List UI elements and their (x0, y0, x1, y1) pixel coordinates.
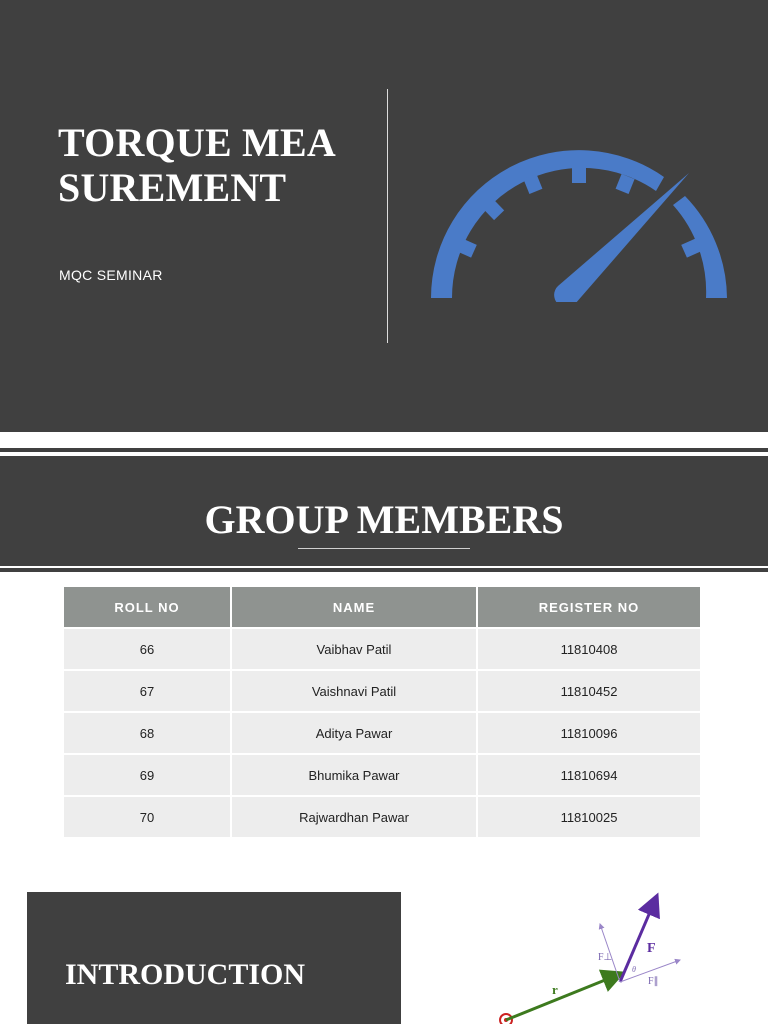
force-label: F (647, 941, 656, 956)
parallel-label: F∥ (648, 976, 659, 987)
roll-no-cell: 67 (64, 671, 230, 711)
table-row (64, 713, 700, 753)
title-panel (27, 892, 401, 1024)
section-title: GROUP MEMBERS (204, 497, 564, 542)
roll-no-cell: 69 (64, 755, 230, 795)
divider (387, 89, 388, 343)
column-header-roll-no: ROLL NO (64, 587, 230, 627)
register-no-cell: 11810025 (478, 797, 700, 837)
table-row (64, 671, 700, 711)
table-row (64, 797, 700, 837)
group-members-slide (0, 432, 768, 880)
register-no-cell: 11810694 (478, 755, 700, 795)
members-table (62, 585, 702, 839)
radius-label: r (552, 982, 558, 997)
register-no-cell: 11810096 (478, 713, 700, 753)
divider (0, 568, 768, 572)
column-header-register-no: REGISTER NO (478, 587, 700, 627)
torque-vector-diagram-icon (490, 892, 700, 1024)
divider (0, 448, 768, 452)
title-band (0, 456, 768, 566)
table-row (64, 629, 700, 669)
title-slide (0, 0, 768, 432)
table-header-row (64, 587, 700, 627)
roll-no-cell: 66 (64, 629, 230, 669)
page-title: TORQUE MEASUREMENT (58, 120, 336, 210)
name-cell: Rajwardhan Pawar (232, 797, 476, 837)
roll-no-cell: 68 (64, 713, 230, 753)
table-row (64, 755, 700, 795)
name-cell: Vaibhav Patil (232, 629, 476, 669)
angle-label: θ (632, 965, 636, 974)
speedometer-icon (424, 130, 734, 302)
column-header-name: NAME (232, 587, 476, 627)
name-cell: Aditya Pawar (232, 713, 476, 753)
title-underline (298, 548, 470, 549)
name-cell: Vaishnavi Patil (232, 671, 476, 711)
roll-no-cell: 70 (64, 797, 230, 837)
subtitle: MQC SEMINAR (59, 267, 163, 283)
introduction-slide (0, 880, 768, 1024)
name-cell: Bhumika Pawar (232, 755, 476, 795)
register-no-cell: 11810408 (478, 629, 700, 669)
perp-label: F⊥ (598, 952, 613, 963)
register-no-cell: 11810452 (478, 671, 700, 711)
section-title: INTRODUCTION (65, 958, 306, 991)
